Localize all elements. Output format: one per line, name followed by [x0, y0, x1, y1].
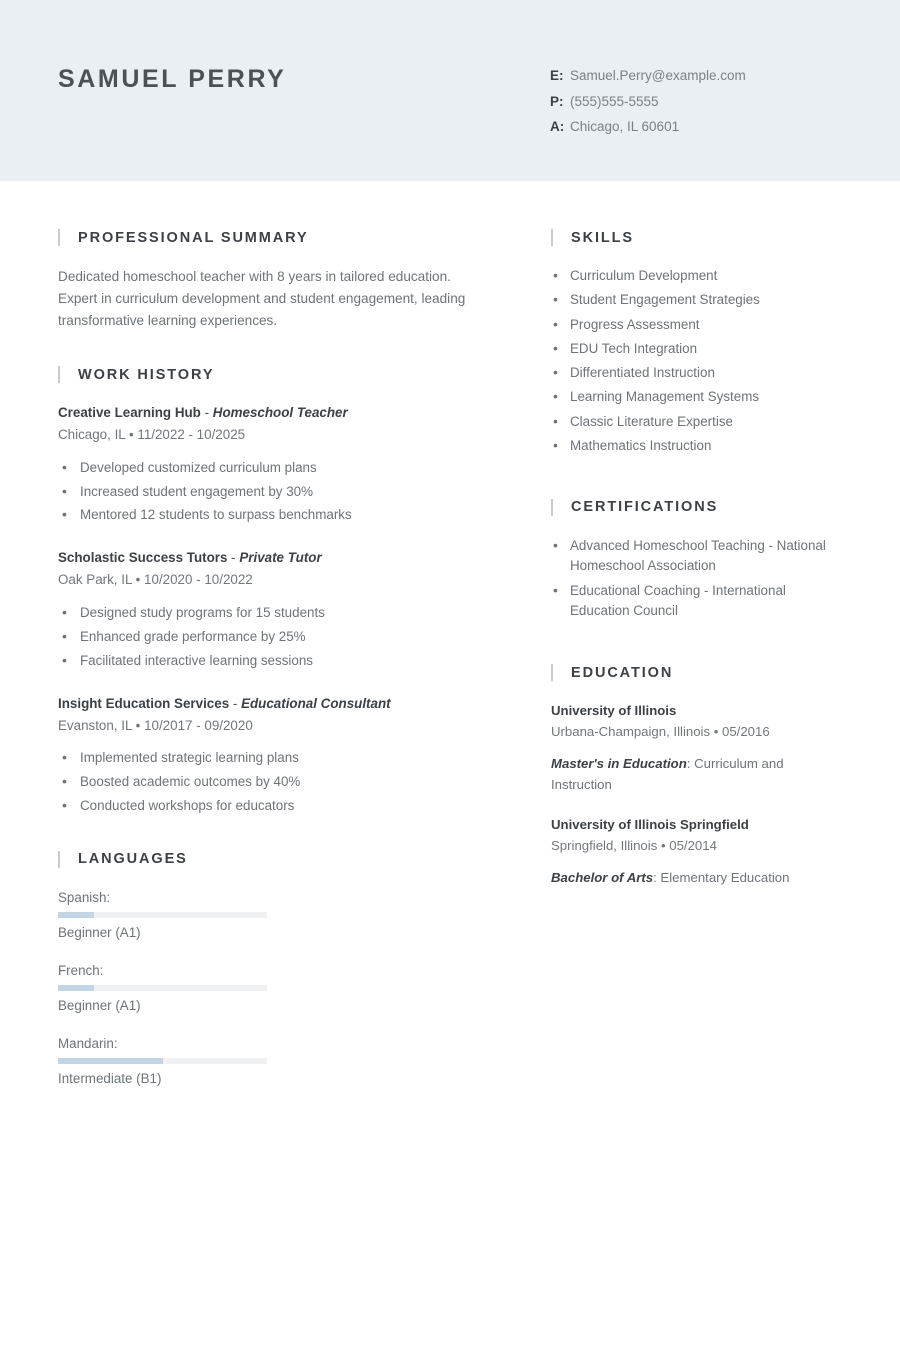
section-title: PROFESSIONAL SUMMARY [78, 229, 309, 246]
section-heading-certifications [551, 499, 842, 516]
section-education [551, 664, 842, 888]
language-proficiency-fill [58, 985, 94, 991]
language-level: Beginner (A1) [58, 998, 141, 1014]
work-entry-title [58, 403, 481, 423]
candidate-name: SAMUEL PERRY [58, 65, 287, 93]
email-label: E: [550, 68, 564, 83]
education-entry [551, 815, 842, 888]
education-degree: Bachelor of Arts [551, 870, 654, 886]
address-label: A: [550, 119, 565, 135]
list-item: • Advanced Homeschool Teaching - National Homeschool Association [551, 536, 842, 578]
work-entry-title [58, 548, 481, 568]
list-item: • Progress Assessment [551, 315, 842, 336]
work-role: Private Tutor [239, 550, 322, 566]
contact-row-phone [550, 92, 842, 112]
right-column [513, 229, 842, 1142]
contact-row-email [550, 66, 842, 86]
work-separator: - [200, 405, 213, 421]
education-degree-line [551, 867, 842, 888]
language-item-mandarin [58, 1034, 286, 1089]
section-heading-languages [58, 851, 481, 868]
work-role: Educational Consultant [241, 695, 391, 711]
education-school: University of Illinois Springfield [551, 817, 749, 833]
resume-body [0, 181, 900, 1142]
certifications-list [551, 536, 842, 623]
work-entry [58, 694, 481, 817]
list-item: • Developed customized curriculum plans [58, 458, 481, 479]
accent-bar-icon [58, 851, 60, 868]
education-meta: Springfield, Illinois • 05/2014 [551, 838, 717, 854]
education-field: : Elementary Education [653, 870, 790, 886]
list-item: • Designed study programs for 15 students [58, 603, 481, 624]
list-item: • Conducted workshops for educators [58, 796, 481, 817]
work-bullets [58, 748, 481, 817]
work-entry [58, 548, 481, 671]
list-item: • Mathematics Instruction [551, 436, 842, 457]
resume-header [0, 0, 900, 181]
work-role: Homeschool Teacher [212, 405, 348, 421]
education-degree: Master's in Education [551, 756, 687, 772]
work-meta: Oak Park, IL • 10/2020 - 10/2022 [58, 572, 253, 588]
work-separator: - [227, 550, 240, 566]
language-proficiency-track [58, 1058, 267, 1064]
education-school: University of Illinois [551, 703, 677, 719]
accent-bar-icon [58, 229, 60, 246]
address-value: Chicago, IL 60601 [570, 119, 680, 135]
list-item: • Learning Management Systems [551, 387, 842, 408]
languages-grid [58, 888, 481, 1108]
list-item: • Differentiated Instruction [551, 363, 842, 384]
work-entry-title [58, 694, 481, 714]
language-name: Mandarin: [58, 1036, 118, 1052]
section-skills [551, 229, 842, 457]
summary-text: Dedicated homeschool teacher with 8 years in tailored education. Expert in curriculum development and student engagement, leading transformative learning experiences. [58, 269, 466, 329]
section-heading-work-history [58, 366, 481, 383]
language-proficiency-track [58, 912, 267, 918]
section-title: SKILLS [571, 229, 634, 246]
work-meta: Chicago, IL • 11/2022 - 10/2025 [58, 427, 246, 443]
section-title: CERTIFICATIONS [571, 499, 719, 516]
section-work-history [58, 366, 481, 817]
list-item: • Classic Literature Expertise [551, 412, 842, 433]
list-item: • Educational Coaching - International Education Council [551, 581, 842, 623]
language-level: Intermediate (B1) [58, 1071, 162, 1087]
section-heading-professional-summary [58, 229, 481, 246]
language-proficiency-fill [58, 1058, 163, 1064]
work-separator: - [229, 695, 242, 711]
list-item: • EDU Tech Integration [551, 339, 842, 360]
email-value: Samuel.Perry@example.com [570, 68, 746, 83]
list-item: • Increased student engagement by 30% [58, 482, 481, 503]
skills-list [551, 266, 842, 457]
education-entry [551, 701, 842, 795]
section-heading-education [551, 664, 842, 681]
left-column [58, 229, 513, 1142]
language-item-spanish [58, 888, 286, 943]
phone-label: P: [550, 93, 564, 109]
accent-bar-icon [551, 664, 553, 681]
name-block [58, 0, 538, 94]
list-item: • Boosted academic outcomes by 40% [58, 772, 481, 793]
language-proficiency-track [58, 985, 267, 991]
phone-value: (555)555-5555 [570, 93, 659, 109]
section-professional-summary [58, 229, 481, 332]
list-item: • Facilitated interactive learning sessions [58, 651, 481, 672]
language-level: Beginner (A1) [58, 924, 141, 940]
accent-bar-icon [551, 499, 553, 516]
language-proficiency-fill [58, 912, 94, 918]
education-degree-line [551, 753, 842, 795]
work-meta: Evanston, IL • 10/2017 - 09/2020 [58, 717, 253, 733]
work-company: Scholastic Success Tutors [58, 550, 228, 566]
accent-bar-icon [58, 366, 60, 383]
section-title: EDUCATION [571, 664, 674, 681]
section-certifications [551, 499, 842, 623]
contact-block [538, 0, 842, 143]
list-item: • Curriculum Development [551, 266, 842, 287]
accent-bar-icon [551, 229, 553, 246]
education-meta: Urbana-Champaign, Illinois • 05/2016 [551, 723, 770, 739]
list-item: • Mentored 12 students to surpass benchmarks [58, 505, 481, 526]
contact-row-address [550, 117, 842, 137]
section-languages [58, 851, 481, 1108]
language-name: French: [58, 963, 104, 979]
work-entry [58, 403, 481, 526]
work-company: Creative Learning Hub [58, 405, 201, 421]
education-field: : Curriculum and Instruction [551, 756, 784, 793]
language-item-french [58, 961, 286, 1016]
language-name: Spanish: [58, 889, 111, 905]
section-title: LANGUAGES [78, 851, 188, 868]
section-title: WORK HISTORY [78, 366, 215, 383]
list-item: • Implemented strategic learning plans [58, 748, 481, 769]
list-item: • Student Engagement Strategies [551, 290, 842, 311]
work-bullets [58, 603, 481, 672]
list-item: • Enhanced grade performance by 25% [58, 627, 481, 648]
work-company: Insight Education Services [58, 695, 230, 711]
section-heading-skills [551, 229, 842, 246]
work-bullets [58, 458, 481, 527]
